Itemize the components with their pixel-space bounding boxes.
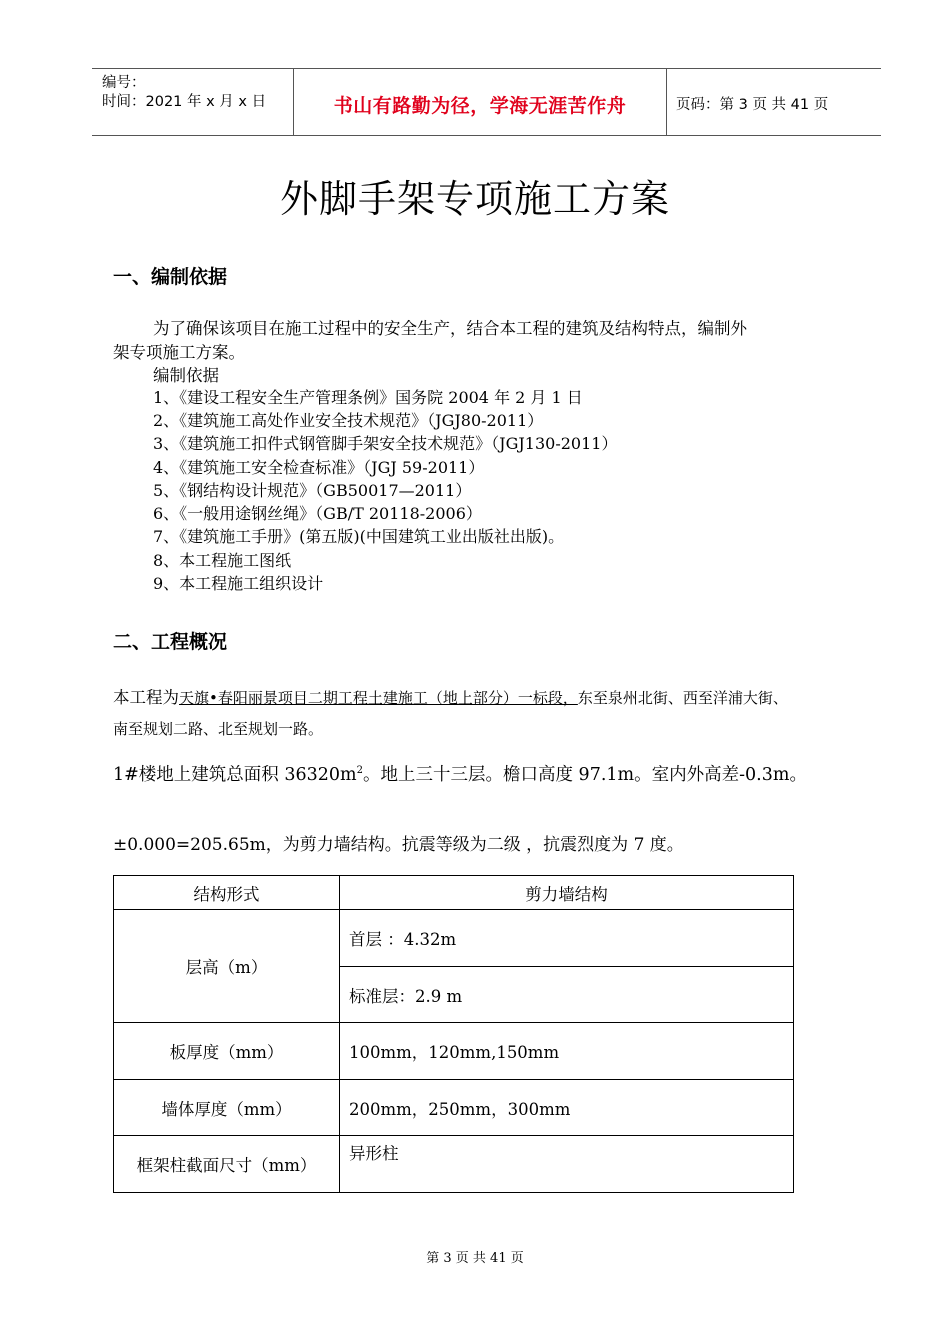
header-top-rule <box>92 68 881 69</box>
project-name: 天旗•春阳丽景项目二期工程土建施工（地上部分）一标段， <box>179 689 578 707</box>
table-cell-label: 结构形式 <box>114 876 340 910</box>
reference-item: 2、《建筑施工高处作业安全技术规范》（JGJ80-2011） <box>153 411 544 430</box>
table-cell-value: 首层 ：4.32m <box>340 910 794 967</box>
doc-number-label: 编号： <box>102 75 146 91</box>
header-divider <box>666 68 667 136</box>
table-row <box>114 876 794 910</box>
section-heading-overview: 二、工程概况 <box>113 631 228 653</box>
table-cell-value: 异形柱 <box>340 1136 794 1193</box>
overview-text: 本工程为 <box>113 688 179 707</box>
basis-label: 编制依据 <box>153 366 219 385</box>
reference-item: 7、《建筑施工手册》(第五版)(中国建筑工业出版社出版)。 <box>153 527 565 546</box>
intro-paragraph-line: 架专项施工方案。 <box>113 343 245 362</box>
reference-item: 3、《建筑施工扣件式钢管脚手架安全技术规范》（JGJ130-2011） <box>153 434 618 453</box>
table-row <box>114 1136 794 1193</box>
area-text: 1#楼地上建筑总面积 36320m <box>113 765 357 785</box>
area-text: 。地上三十三层。檐口高度 97.1m。室内外高差-0.3m。 <box>363 765 807 785</box>
document-title: 外脚手架专项施工方案 <box>279 177 670 221</box>
table-cell-value: 100mm，120mm,150mm <box>340 1023 794 1080</box>
section-heading-basis: 一、编制依据 <box>113 266 228 288</box>
reference-item: 6、《一般用途钢丝绳》（GB/T 20118-2006） <box>153 504 482 523</box>
doc-time-label: 时间：2021 年 x 月 x 日 <box>102 94 267 110</box>
header-motto: 书山有路勤为径，学海无涯苦作舟 <box>333 95 627 117</box>
overview-text: 东至泉州北街、西至洋浦大街、 <box>577 689 788 707</box>
header-page-info: 页码：第 3 页 共 41 页 <box>676 97 829 113</box>
reference-item: 4、《建筑施工安全检查标准》（JGJ 59-2011） <box>153 458 485 477</box>
page-footer: 第 3 页 共 41 页 <box>426 1251 524 1266</box>
table-cell-label: 框架柱截面尺寸（mm） <box>114 1136 340 1193</box>
table-cell-label: 层高（m） <box>114 910 340 1023</box>
overview-line: 南至规划二路、北至规划一路。 <box>113 720 324 738</box>
table-cell-value: 200mm，250mm，300mm <box>340 1080 794 1136</box>
reference-item: 1、《建设工程安全生产管理条例》国务院 2004 年 2 月 1 日 <box>153 388 583 407</box>
area-superscript: 2 <box>356 765 363 777</box>
intro-paragraph-line: 为了确保该项目在施工过程中的安全生产，结合本工程的建筑及结构特点，编制外 <box>153 319 747 338</box>
overview-line: ±0.000=205.65m，为剪力墙结构。抗震等级为二级 ，抗震烈度为 7 度。 <box>113 835 684 855</box>
overview-line <box>113 684 788 708</box>
table-cell-value: 标准层：2.9 m <box>340 967 794 1023</box>
structure-table <box>113 875 794 1193</box>
table-cell-value: 剪力墙结构 <box>340 876 794 910</box>
reference-item: 9、本工程施工组织设计 <box>153 574 324 593</box>
table-row <box>114 910 794 967</box>
table-row <box>114 1023 794 1080</box>
header-divider <box>293 68 294 136</box>
table-row <box>114 1080 794 1136</box>
table-cell-label: 墙体厚度（mm） <box>114 1080 340 1136</box>
reference-item: 8、本工程施工图纸 <box>153 551 292 570</box>
table-cell-label: 板厚度（mm） <box>114 1023 340 1080</box>
reference-item: 5、《钢结构设计规范》（GB50017—2011） <box>153 481 472 500</box>
header-bottom-rule <box>92 135 881 136</box>
overview-line <box>113 761 807 786</box>
